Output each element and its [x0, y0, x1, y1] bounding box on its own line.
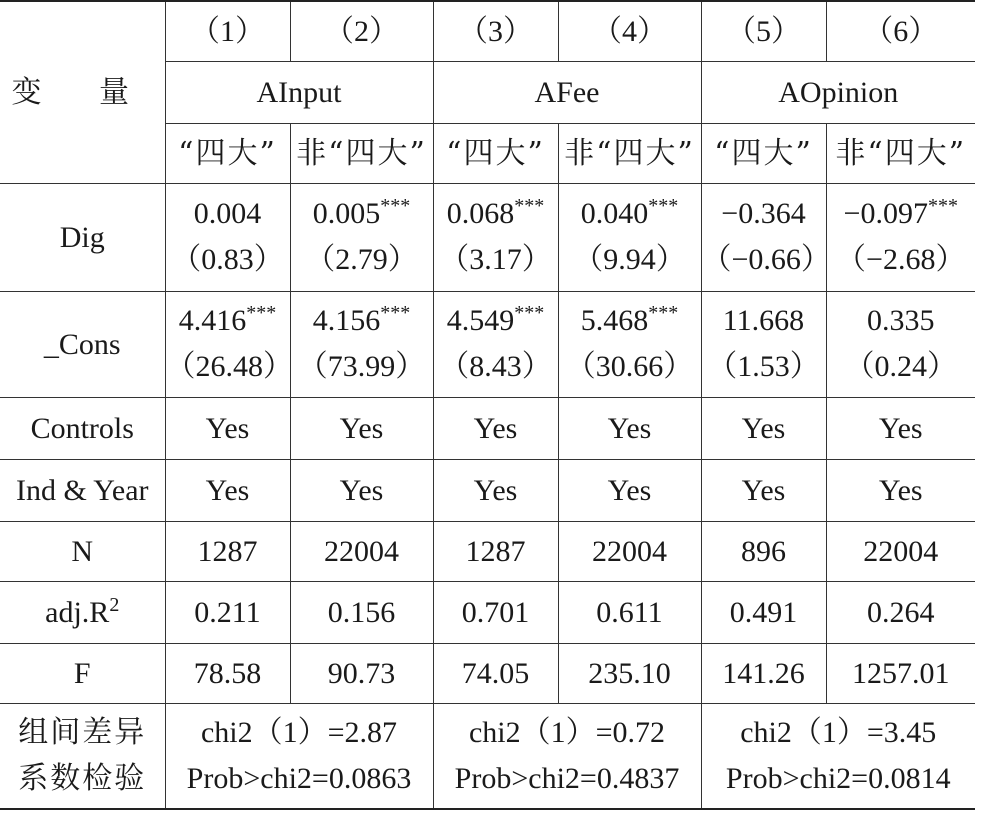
ind-year-cell-4: Yes: [558, 459, 701, 521]
cons-coef-1: 4.416: [178, 304, 247, 337]
ind-year-cell-3: Yes: [433, 459, 558, 521]
dig-cell-5: [701, 183, 831, 291]
adj-r2-cell-4: 0.611: [558, 581, 701, 643]
group-label-3: “四大”: [433, 123, 558, 183]
row-label-controls: Controls: [0, 397, 165, 459]
dig-tstat-1: （0.83）: [171, 243, 284, 276]
f-cell-3: 74.05: [433, 643, 558, 703]
ind-year-cell-1: Yes: [165, 459, 290, 521]
row-label-adj-r2: [0, 581, 165, 643]
cons-coef-2: 4.156: [312, 304, 381, 337]
n-cell-4: 22004: [558, 521, 701, 581]
row-cons: [0, 291, 975, 397]
dig-stars-2: ***: [380, 195, 411, 217]
dig-tstat-5: （−0.66）: [701, 243, 831, 276]
cons-cell-6: [826, 291, 975, 397]
dig-coef-6: −0.097: [843, 197, 928, 230]
group-label-4: 非“四大”: [558, 123, 701, 183]
row-adj-r2: [0, 581, 975, 643]
group-test-cell-afee: [433, 703, 701, 809]
prob-aopinion: Prob>chi2=0.0814: [725, 761, 951, 795]
n-cell-3: 1287: [433, 521, 558, 581]
dependent-var-ainput: AInput: [165, 61, 433, 123]
controls-cell-5: Yes: [701, 397, 826, 459]
model-number-6: （6）: [826, 1, 975, 61]
dig-coef-4: 0.040: [580, 197, 649, 230]
dig-tstat-2: （2.79）: [305, 243, 418, 276]
adj-r2-cell-5: 0.491: [701, 581, 826, 643]
cons-cell-4: [558, 291, 701, 397]
variable-header: 变 量: [0, 1, 165, 183]
cons-stars-3: ***: [514, 302, 545, 324]
adj-r2-superscript: 2: [109, 593, 120, 616]
row-label-n: N: [0, 521, 165, 581]
dig-cell-3: [433, 183, 558, 291]
group-test-cell-aopinion: [701, 703, 975, 809]
group-label-5: “四大”: [701, 123, 826, 183]
adj-r2-cell-3: 0.701: [433, 581, 558, 643]
dig-tstat-3: （3.17）: [439, 243, 552, 276]
cons-tstat-2: （73.99）: [297, 350, 426, 383]
ind-year-cell-5: Yes: [701, 459, 826, 521]
dig-coef-1: 0.004: [193, 197, 262, 230]
dig-coef-3: 0.068: [446, 197, 515, 230]
dig-coef-5: −0.364: [721, 197, 806, 230]
row-label-group-test: [0, 703, 165, 809]
row-n: [0, 521, 975, 581]
chi2-afee: chi2（1）=0.72: [468, 715, 666, 749]
row-label-f: F: [0, 643, 165, 703]
controls-cell-6: Yes: [826, 397, 975, 459]
chi2-ainput: chi2（1）=2.87: [200, 715, 398, 749]
cons-cell-5: [701, 291, 826, 397]
group-label-2: 非“四大”: [290, 123, 433, 183]
cons-tstat-4: （30.66）: [565, 350, 694, 383]
cons-coef-3: 4.549: [446, 304, 515, 337]
adj-r2-label: adj.R: [45, 595, 110, 629]
prob-ainput: Prob>chi2=0.0863: [186, 761, 412, 795]
group-label-6: 非“四大”: [826, 123, 975, 183]
ind-year-cell-2: Yes: [290, 459, 433, 521]
dig-cell-6: [826, 183, 975, 291]
n-cell-1: 1287: [165, 521, 290, 581]
cons-tstat-6: （0.24）: [844, 350, 957, 383]
dependent-var-aopinion: AOpinion: [701, 61, 975, 123]
row-controls: [0, 397, 975, 459]
cons-cell-1: [165, 291, 293, 397]
cons-cell-2: [290, 291, 433, 397]
adj-r2-cell-1: 0.211: [165, 581, 290, 643]
row-label-ind-year: Ind & Year: [0, 459, 165, 521]
dig-cell-2: [290, 183, 433, 291]
prob-afee: Prob>chi2=0.4837: [454, 761, 680, 795]
row-f: [0, 643, 975, 703]
row-dig: [0, 183, 975, 291]
group-test-label-line2: 系数检验: [18, 760, 147, 796]
n-cell-2: 22004: [290, 521, 433, 581]
model-number-4: （4）: [558, 1, 701, 61]
dig-coef-2: 0.005: [312, 197, 381, 230]
n-cell-6: 22004: [826, 521, 975, 581]
model-number-5: （5）: [701, 1, 826, 61]
cons-stars-2: ***: [380, 302, 411, 324]
dig-tstat-4: （9.94）: [573, 243, 686, 276]
controls-cell-1: Yes: [165, 397, 290, 459]
group-label-1: “四大”: [165, 123, 290, 183]
model-number-3: （3）: [433, 1, 558, 61]
controls-cell-2: Yes: [290, 397, 433, 459]
f-cell-4: 235.10: [558, 643, 701, 703]
row-group-test: [0, 703, 975, 809]
adj-r2-cell-2: 0.156: [290, 581, 433, 643]
f-cell-2: 90.73: [290, 643, 433, 703]
f-cell-5: 141.26: [701, 643, 826, 703]
cons-coef-6: 0.335: [867, 304, 935, 337]
cons-stars-4: ***: [648, 302, 679, 324]
f-cell-1: 78.58: [165, 643, 290, 703]
row-ind-year: [0, 459, 975, 521]
controls-cell-4: Yes: [558, 397, 701, 459]
cons-tstat-5: （1.53）: [707, 350, 820, 383]
model-number-1: （1）: [165, 1, 290, 61]
cons-cell-3: [433, 291, 558, 397]
dig-stars-3: ***: [514, 195, 545, 217]
dig-stars-6: ***: [927, 195, 958, 217]
group-test-cell-ainput: [165, 703, 433, 809]
cons-coef-5: 11.668: [722, 304, 805, 337]
dig-tstat-6: （−2.68）: [836, 243, 966, 276]
dig-cell-1: [165, 183, 290, 291]
chi2-aopinion: chi2（1）=3.45: [740, 715, 937, 749]
f-cell-6: 1257.01: [826, 643, 975, 703]
row-label-cons: _Cons: [0, 291, 165, 397]
dig-cell-4: [558, 183, 701, 291]
dependent-var-afee: AFee: [433, 61, 701, 123]
controls-cell-3: Yes: [433, 397, 558, 459]
cons-tstat-1: （26.48）: [165, 350, 293, 383]
ind-year-cell-6: Yes: [826, 459, 975, 521]
row-label-dig: Dig: [0, 183, 165, 291]
adj-r2-cell-6: 0.264: [826, 581, 975, 643]
cons-tstat-3: （8.43）: [439, 350, 552, 383]
n-cell-5: 896: [701, 521, 826, 581]
cons-stars-1: ***: [246, 302, 277, 324]
dig-stars-4: ***: [648, 195, 679, 217]
cons-coef-4: 5.468: [580, 304, 649, 337]
group-test-label-line1: 组间差异: [18, 714, 147, 750]
model-number-2: （2）: [290, 1, 433, 61]
header-row-model-numbers: [0, 1, 975, 61]
